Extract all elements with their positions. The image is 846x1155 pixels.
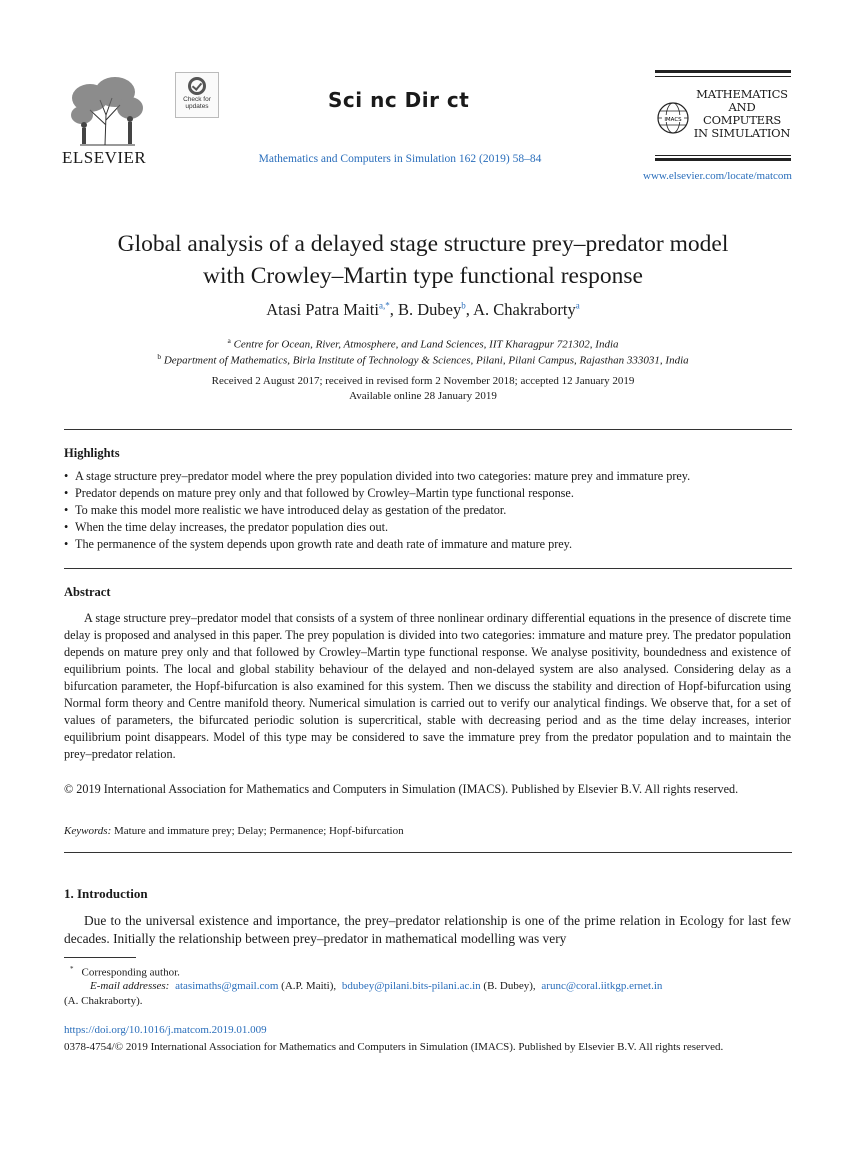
email-label: E-mail addresses: <box>90 980 170 992</box>
imacs-badge-text: IMACS <box>664 117 682 123</box>
divider <box>64 568 792 569</box>
highlight-item: • Predator depends on mature prey only and that followed by Crowley–Martin type functional response. <box>64 485 792 502</box>
author-marks[interactable]: a <box>575 300 580 311</box>
author-separator: , <box>389 300 398 319</box>
email-owner: (B. Dubey), <box>483 980 536 992</box>
sciencedirect-logo[interactable]: Sci nc Dir ct <box>328 88 470 112</box>
affiliation-mark: b <box>157 352 162 361</box>
author-marks[interactable]: b <box>461 300 466 311</box>
available-online-date: Available online 28 January 2019 <box>349 390 497 402</box>
elsevier-wordmark: ELSEVIER <box>62 148 147 167</box>
title-line-2: with Crowley–Martin type functional response <box>203 263 643 289</box>
doi-link[interactable]: https://doi.org/10.1016/j.matcom.2019.01.009 <box>64 1024 267 1036</box>
email-addresses <box>90 980 662 992</box>
logo-line-3: COMPUTERS <box>702 113 782 127</box>
keywords-list: Mature and immature prey; Delay; Permanence; Hopf-bifurcation <box>114 825 404 837</box>
highlight-item: • When the time delay increases, the predator population dies out. <box>64 519 792 536</box>
journal-logo-text <box>692 88 792 140</box>
check-updates-label: Check for updates <box>183 96 211 110</box>
section-heading-introduction: 1. Introduction <box>64 886 148 901</box>
imacs-globe-icon <box>655 100 691 136</box>
email-link[interactable]: atasimaths@gmail.com <box>175 980 279 992</box>
article-title <box>0 228 846 292</box>
affiliation-b <box>0 352 846 367</box>
introduction-body: Due to the universal existence and importance, the prey–predator relationship is one of the prime relation in Ecology for last few decades. Initially the relationship between prey–predator in mathematical modelling was very <box>64 913 791 946</box>
highlights-heading: Highlights <box>64 446 120 460</box>
author-list <box>0 300 846 320</box>
affiliation-text: Centre for Ocean, River, Atmosphere, and Land Sciences, IIT Kharagpur 721302, India <box>233 338 619 351</box>
keywords <box>64 825 404 837</box>
email-link[interactable]: bdubey@pilani.bits-pilani.ac.in <box>341 980 481 992</box>
author-name[interactable]: Atasi Patra Maiti <box>266 300 379 319</box>
highlight-item: • The permanence of the system depends upon growth rate and death rate of immature and mature prey. <box>64 536 792 553</box>
abstract-heading: Abstract <box>64 585 111 599</box>
journal-logo <box>655 70 791 170</box>
journal-reference-link[interactable]: Mathematics and Computers in Simulation 162 (2019) 58–84 <box>258 153 542 165</box>
divider <box>64 852 792 853</box>
affiliation-text: Department of Mathematics, Birla Institute of Technology & Sciences, Pilani, Pilani Campus, Rajasthan 333031, India <box>163 354 689 367</box>
issn-copyright: 0378-4754/© 2019 International Association for Mathematics and Computers in Simulation (IMACS). Published by Elsevier B.V. All rights reserved. <box>64 1041 724 1053</box>
logo-rule-top-thin <box>655 76 791 77</box>
title-line-1: Global analysis of a delayed stage structure prey–predator model <box>117 231 729 257</box>
email-link[interactable]: arunc@coral.iitkgp.ernet.in <box>541 980 663 992</box>
highlights-list <box>64 468 792 553</box>
corresponding-author-text: Corresponding author. <box>81 966 180 979</box>
affiliation-mark: a <box>227 336 231 345</box>
affiliation-a <box>0 336 846 351</box>
logo-line-1: MATHEMATICS <box>696 87 788 101</box>
divider <box>64 429 792 430</box>
highlight-item: • A stage structure prey–predator model where the prey population divided into two categories: mature prey and immature prey. <box>64 468 792 485</box>
keywords-label: Keywords: <box>64 825 112 837</box>
author-separator: , <box>465 300 474 319</box>
logo-rule-bottom-thin <box>655 155 791 156</box>
corresponding-author-note <box>70 965 180 979</box>
check-for-updates-badge[interactable] <box>175 72 219 118</box>
footnote-rule <box>64 957 136 958</box>
abstract-copyright: © 2019 International Association for Mathematics and Computers in Simulation (IMACS). Published by Elsevier B.V. All rights reserved. <box>64 782 739 796</box>
email-owner-last: (A. Chakraborty). <box>64 995 143 1007</box>
author-marks[interactable]: a,* <box>378 300 390 311</box>
author-name[interactable]: B. Dubey <box>397 300 462 319</box>
abstract-body: A stage structure prey–predator model that consists of a system of three nonlinear ordinary differential equations in the presence of discrete time delay is proposed and analysed in this paper. The prey population is divided into two categories: immature and mature prey. The predator population depends on mature prey only and that followed by Crowley–Martin type functional response. We analyse positivity, boundedness and existence of equilibrium points. The local and global stability behaviour of the delayed and non-delayed system are also analysed. Considering delay as a bifurcation parameter, the Hopf-bifurcation is also examined for this system. Then we discuss the stability and direction of Hopf-bifurcation using Normal form theory and Centre manifold theory. Numerical simulation is carried out to verify our analytical findings. We observe that, for a set of values of parameters, the bifurcated periodic solution is supercritical, stable with decreasing period and as the time delay increases, interior equilibrium point disappears. Model of this type may be considered to save the immature prey from the predator population and to maintain the prey–predator relation. <box>64 611 791 761</box>
logo-line-4: IN SIMULATION <box>693 126 791 140</box>
footnote-mark: * <box>70 965 74 973</box>
journal-url-link[interactable]: www.elsevier.com/locate/matcom <box>643 170 792 182</box>
logo-rule-top <box>655 70 791 73</box>
email-owner: (A.P. Maiti), <box>281 980 337 992</box>
received-dates: Received 2 August 2017; received in revised form 2 November 2018; accepted 12 January 2019 <box>211 375 635 387</box>
logo-rule-bottom <box>655 158 791 161</box>
logo-line-2: AND <box>728 100 756 114</box>
author-name[interactable]: A. Chakraborty <box>473 300 576 319</box>
highlight-item: • To make this model more realistic we have introduced delay as gestation of the predator. <box>64 502 792 519</box>
check-icon <box>188 77 206 95</box>
